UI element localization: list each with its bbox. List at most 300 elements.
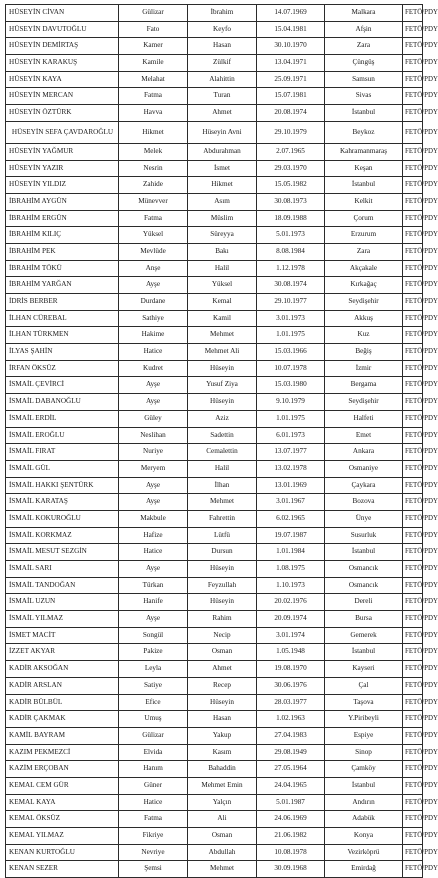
parent-name-2-cell: Halil — [188, 460, 257, 477]
birth-date-cell: 15.03.1980 — [257, 377, 325, 394]
person-name-cell: HÜSEYİN YAĞMUR — [6, 143, 119, 160]
parent-name-1-cell: Münevver — [119, 193, 188, 210]
table-row — [6, 360, 423, 377]
birth-date-cell: 9.10.1979 — [257, 394, 325, 411]
person-name-cell: İBRAHİM AYGÜN — [6, 193, 119, 210]
parent-name-2-cell: Hüseyin — [188, 394, 257, 411]
person-name-cell: İDRİS BERBER — [6, 294, 119, 311]
birth-place-cell: Espiye — [325, 727, 403, 744]
table-row — [6, 71, 423, 88]
person-name-cell: KADİR ARSLAN — [6, 677, 119, 694]
table-row — [6, 160, 423, 177]
table-row — [6, 661, 423, 678]
parent-name-2-cell: Hasan — [188, 711, 257, 728]
table-row — [6, 828, 423, 845]
table-row — [6, 510, 423, 527]
birth-date-cell: 5.01.1973 — [257, 227, 325, 244]
parent-name-1-cell: Leyla — [119, 661, 188, 678]
birth-place-cell: Vezirköprü — [325, 844, 403, 861]
table-row — [6, 427, 423, 444]
parent-name-1-cell: Ayşe — [119, 277, 188, 294]
birth-place-cell: Keşan — [325, 160, 403, 177]
organization-cell: FETÖ/PDY — [403, 460, 423, 477]
birth-place-cell: Bursa — [325, 611, 403, 628]
parent-name-1-cell: Ayşe — [119, 377, 188, 394]
birth-date-cell: 24.04.1965 — [257, 777, 325, 794]
parent-name-2-cell: Hüseyin Avni — [188, 121, 257, 143]
organization-cell: FETÖ/PDY — [403, 277, 423, 294]
parent-name-2-cell: Mehmet Ali — [188, 344, 257, 361]
birth-date-cell: 3.01.1967 — [257, 494, 325, 511]
birth-place-cell: Samsun — [325, 71, 403, 88]
person-name-cell: İSMAİL KORKMAZ — [6, 527, 119, 544]
table-row — [6, 410, 423, 427]
table-row — [6, 277, 423, 294]
parent-name-1-cell: Sathiye — [119, 310, 188, 327]
person-name-cell: KAZİM ERÇOBAN — [6, 761, 119, 778]
person-name-cell: İBRAHİM YARĞAN — [6, 277, 119, 294]
birth-date-cell: 2.07.1965 — [257, 143, 325, 160]
birth-date-cell: 15.07.1981 — [257, 88, 325, 105]
birth-date-cell: 18.09.1988 — [257, 210, 325, 227]
parent-name-2-cell: Abdullah — [188, 844, 257, 861]
parent-name-2-cell: Rahim — [188, 611, 257, 628]
birth-place-cell: Adabük — [325, 811, 403, 828]
person-name-cell: HÜSEYİN SEFA ÇAVDAROĞLU — [6, 121, 119, 143]
birth-place-cell: Kırkağaç — [325, 277, 403, 294]
organization-cell: FETÖ/PDY — [403, 811, 423, 828]
birth-date-cell: 8.08.1984 — [257, 243, 325, 260]
birth-place-cell: Çaykara — [325, 477, 403, 494]
parent-name-2-cell: Ahmet — [188, 661, 257, 678]
birth-date-cell: 1.05.1948 — [257, 644, 325, 661]
person-name-cell: İBRAHİM KILIÇ — [6, 227, 119, 244]
birth-place-cell: Y.Piribeyli — [325, 711, 403, 728]
parent-name-2-cell: Yakup — [188, 727, 257, 744]
parent-name-1-cell: Gülizar — [119, 727, 188, 744]
table-row — [6, 677, 423, 694]
birth-place-cell: Sinop — [325, 744, 403, 761]
birth-place-cell: Çorum — [325, 210, 403, 227]
organization-cell: FETÖ/PDY — [403, 410, 423, 427]
birth-date-cell: 10.08.1978 — [257, 844, 325, 861]
person-name-cell: İSMAİL KARATAŞ — [6, 494, 119, 511]
parent-name-1-cell: Türkan — [119, 577, 188, 594]
person-name-cell: İSMAİL UZUN — [6, 594, 119, 611]
birth-date-cell: 29.10.1977 — [257, 294, 325, 311]
organization-cell: FETÖ/PDY — [403, 644, 423, 661]
birth-place-cell: Taşova — [325, 694, 403, 711]
organization-cell: FETÖ/PDY — [403, 777, 423, 794]
parent-name-2-cell: Mehmet — [188, 327, 257, 344]
parent-name-2-cell: Yalçın — [188, 794, 257, 811]
organization-cell: FETÖ/PDY — [403, 360, 423, 377]
person-name-cell: İBRAHİM ERGÜN — [6, 210, 119, 227]
table-row — [6, 627, 423, 644]
table-row — [6, 611, 423, 628]
birth-place-cell: İstanbul — [325, 544, 403, 561]
parent-name-2-cell: Hüseyin — [188, 594, 257, 611]
parent-name-2-cell: Alahittin — [188, 71, 257, 88]
birth-place-cell: Bergama — [325, 377, 403, 394]
organization-cell: FETÖ/PDY — [403, 844, 423, 861]
birth-date-cell: 14.07.1969 — [257, 5, 325, 22]
parent-name-1-cell: Meryem — [119, 460, 188, 477]
parent-name-2-cell: Keyfo — [188, 21, 257, 38]
parent-name-1-cell: Makbule — [119, 510, 188, 527]
person-name-cell: İSMAİL KOKUROĞLU — [6, 510, 119, 527]
table-row — [6, 377, 423, 394]
organization-cell: FETÖ/PDY — [403, 828, 423, 845]
birth-place-cell: Seydişehir — [325, 394, 403, 411]
parent-name-2-cell: Müslim — [188, 210, 257, 227]
birth-date-cell: 1.01.1975 — [257, 327, 325, 344]
person-name-cell: KEMAL ÖKSÜZ — [6, 811, 119, 828]
parent-name-2-cell: Recep — [188, 677, 257, 694]
parent-name-2-cell: Turan — [188, 88, 257, 105]
parent-name-1-cell: Fikriye — [119, 828, 188, 845]
parent-name-2-cell: Kemal — [188, 294, 257, 311]
parent-name-2-cell: Hüseyin — [188, 694, 257, 711]
parent-name-2-cell: Aziz — [188, 410, 257, 427]
table-row — [6, 38, 423, 55]
birth-date-cell: 29.03.1970 — [257, 160, 325, 177]
birth-date-cell: 10.07.1978 — [257, 360, 325, 377]
parent-name-1-cell: Ayşe — [119, 494, 188, 511]
table-row — [6, 227, 423, 244]
birth-place-cell: Kayseri — [325, 661, 403, 678]
parent-name-1-cell: Neslihan — [119, 427, 188, 444]
organization-cell: FETÖ/PDY — [403, 544, 423, 561]
birth-date-cell: 25.09.1971 — [257, 71, 325, 88]
parent-name-1-cell: Hatice — [119, 344, 188, 361]
parent-name-2-cell: Necip — [188, 627, 257, 644]
organization-cell: FETÖ/PDY — [403, 344, 423, 361]
parent-name-2-cell: Dursun — [188, 544, 257, 561]
person-name-cell: İSMET MACİT — [6, 627, 119, 644]
organization-cell: FETÖ/PDY — [403, 143, 423, 160]
birth-place-cell: Akçakale — [325, 260, 403, 277]
organization-cell: FETÖ/PDY — [403, 477, 423, 494]
parent-name-1-cell: Efice — [119, 694, 188, 711]
person-name-cell: İSMAİL GÜL — [6, 460, 119, 477]
birth-date-cell: 1.08.1975 — [257, 561, 325, 578]
person-name-cell: İSMAİL EROĞLU — [6, 427, 119, 444]
organization-cell: FETÖ/PDY — [403, 377, 423, 394]
parent-name-1-cell: Satiye — [119, 677, 188, 694]
organization-cell: FETÖ/PDY — [403, 794, 423, 811]
birth-date-cell: 1.02.1963 — [257, 711, 325, 728]
organization-cell: FETÖ/PDY — [403, 727, 423, 744]
parent-name-2-cell: Kamil — [188, 310, 257, 327]
organization-cell: FETÖ/PDY — [403, 694, 423, 711]
table-row — [6, 794, 423, 811]
table-row — [6, 327, 423, 344]
parent-name-2-cell: Halil — [188, 260, 257, 277]
parent-name-2-cell: İsmet — [188, 160, 257, 177]
person-name-cell: İSMAİL HAKKI ŞENTÜRK — [6, 477, 119, 494]
birth-date-cell: 30.10.1970 — [257, 38, 325, 55]
birth-date-cell: 24.06.1969 — [257, 811, 325, 828]
parent-name-2-cell: Süreyya — [188, 227, 257, 244]
birth-place-cell: Osmaniye — [325, 460, 403, 477]
table-row — [6, 5, 423, 22]
person-name-cell: HÜSEYİN YAZIR — [6, 160, 119, 177]
table-row — [6, 243, 423, 260]
person-name-cell: İLHAN CÜREBAL — [6, 310, 119, 327]
birth-date-cell: 3.01.1974 — [257, 627, 325, 644]
birth-place-cell: Osmancık — [325, 577, 403, 594]
table-row — [6, 21, 423, 38]
table-row — [6, 105, 423, 122]
birth-date-cell: 21.06.1982 — [257, 828, 325, 845]
parent-name-1-cell: Ayşe — [119, 394, 188, 411]
parent-name-2-cell: Hüseyin — [188, 360, 257, 377]
organization-cell: FETÖ/PDY — [403, 861, 423, 878]
organization-cell: FETÖ/PDY — [403, 394, 423, 411]
birth-place-cell: İstanbul — [325, 105, 403, 122]
birth-date-cell: 15.03.1966 — [257, 344, 325, 361]
table-row — [6, 761, 423, 778]
person-name-cell: KAMİL BAYRAM — [6, 727, 119, 744]
person-name-cell: HÜSEYİN DEMİRTAŞ — [6, 38, 119, 55]
table-row — [6, 861, 423, 878]
birth-date-cell: 15.04.1981 — [257, 21, 325, 38]
table-row — [6, 88, 423, 105]
personnel-table — [5, 4, 438, 878]
parent-name-1-cell: Songül — [119, 627, 188, 644]
birth-place-cell: Emet — [325, 427, 403, 444]
parent-name-1-cell: Kudret — [119, 360, 188, 377]
person-name-cell: İSMAİL SARI — [6, 561, 119, 578]
parent-name-1-cell: Gülizar — [119, 5, 188, 22]
birth-date-cell: 13.02.1978 — [257, 460, 325, 477]
birth-place-cell: İstanbul — [325, 177, 403, 194]
organization-cell: FETÖ/PDY — [403, 121, 423, 143]
birth-date-cell: 13.01.1969 — [257, 477, 325, 494]
parent-name-1-cell: Hafize — [119, 527, 188, 544]
person-name-cell: KADİR ÇAKMAK — [6, 711, 119, 728]
table-row — [6, 544, 423, 561]
parent-name-2-cell: İlhan — [188, 477, 257, 494]
birth-date-cell: 1.01.1975 — [257, 410, 325, 427]
birth-place-cell: Kahramanmaraş — [325, 143, 403, 160]
birth-place-cell: Susurluk — [325, 527, 403, 544]
birth-place-cell: Malkara — [325, 5, 403, 22]
parent-name-1-cell: Kamile — [119, 55, 188, 72]
table-row — [6, 193, 423, 210]
birth-date-cell: 29.08.1949 — [257, 744, 325, 761]
table-row — [6, 294, 423, 311]
birth-place-cell: Seydişehir — [325, 294, 403, 311]
birth-date-cell: 30.09.1968 — [257, 861, 325, 878]
birth-place-cell: Halfeti — [325, 410, 403, 427]
organization-cell: FETÖ/PDY — [403, 260, 423, 277]
organization-cell: FETÖ/PDY — [403, 427, 423, 444]
organization-cell: FETÖ/PDY — [403, 510, 423, 527]
table-row — [6, 744, 423, 761]
person-name-cell: HÜSEYİN DAVUTOĞLU — [6, 21, 119, 38]
organization-cell: FETÖ/PDY — [403, 88, 423, 105]
birth-place-cell: Erzurum — [325, 227, 403, 244]
organization-cell: FETÖ/PDY — [403, 160, 423, 177]
parent-name-1-cell: Hatice — [119, 544, 188, 561]
person-name-cell: HÜSEYİN KAYA — [6, 71, 119, 88]
parent-name-2-cell: Osman — [188, 644, 257, 661]
table-row — [6, 460, 423, 477]
parent-name-2-cell: Mehmet Emin — [188, 777, 257, 794]
organization-cell: FETÖ/PDY — [403, 444, 423, 461]
organization-cell: FETÖ/PDY — [403, 105, 423, 122]
person-name-cell: KEMAL YILMAZ — [6, 828, 119, 845]
parent-name-1-cell: Durdane — [119, 294, 188, 311]
parent-name-1-cell: Yüksel — [119, 227, 188, 244]
organization-cell: FETÖ/PDY — [403, 310, 423, 327]
birth-date-cell: 20.02.1976 — [257, 594, 325, 611]
birth-date-cell: 27.05.1964 — [257, 761, 325, 778]
birth-place-cell: Çamköy — [325, 761, 403, 778]
organization-cell: FETÖ/PDY — [403, 577, 423, 594]
parent-name-2-cell: Sadettin — [188, 427, 257, 444]
table-row — [6, 260, 423, 277]
parent-name-1-cell: Melek — [119, 143, 188, 160]
table-row — [6, 711, 423, 728]
parent-name-1-cell: Nesrin — [119, 160, 188, 177]
person-name-cell: İRFAN ÖKSÜZ — [6, 360, 119, 377]
parent-name-1-cell: Mevlüde — [119, 243, 188, 260]
birth-date-cell: 19.07.1987 — [257, 527, 325, 544]
birth-date-cell: 5.01.1987 — [257, 794, 325, 811]
parent-name-2-cell: İbrahim — [188, 5, 257, 22]
birth-place-cell: Afşin — [325, 21, 403, 38]
table-row — [6, 527, 423, 544]
parent-name-1-cell: Fatma — [119, 210, 188, 227]
parent-name-1-cell: Ayşe — [119, 477, 188, 494]
parent-name-1-cell: Ayşe — [119, 561, 188, 578]
birth-date-cell: 1.10.1973 — [257, 577, 325, 594]
table-row — [6, 577, 423, 594]
table-row — [6, 310, 423, 327]
person-name-cell: KAZIM PEKMEZCİ — [6, 744, 119, 761]
person-name-cell: HÜSEYİN CİVAN — [6, 5, 119, 22]
organization-cell: FETÖ/PDY — [403, 677, 423, 694]
person-name-cell: KEMAL KAYA — [6, 794, 119, 811]
parent-name-2-cell: Mehmet — [188, 861, 257, 878]
organization-cell: FETÖ/PDY — [403, 227, 423, 244]
birth-place-cell: Dereli — [325, 594, 403, 611]
birth-date-cell: 3.01.1973 — [257, 310, 325, 327]
parent-name-1-cell: Hakime — [119, 327, 188, 344]
parent-name-1-cell: Hanife — [119, 594, 188, 611]
table-row — [6, 561, 423, 578]
birth-date-cell: 30.08.1974 — [257, 277, 325, 294]
organization-cell: FETÖ/PDY — [403, 327, 423, 344]
parent-name-1-cell: Pakize — [119, 644, 188, 661]
parent-name-1-cell: Umuş — [119, 711, 188, 728]
organization-cell: FETÖ/PDY — [403, 21, 423, 38]
parent-name-2-cell: Lütfü — [188, 527, 257, 544]
birth-place-cell: İzmir — [325, 360, 403, 377]
parent-name-2-cell: Cemalettin — [188, 444, 257, 461]
birth-place-cell: Beykoz — [325, 121, 403, 143]
table-row — [6, 177, 423, 194]
person-name-cell: HÜSEYİN ÖZTÜRK — [6, 105, 119, 122]
person-name-cell: İLYAS ŞAHİN — [6, 344, 119, 361]
person-name-cell: İSMAİL TANDOĞAN — [6, 577, 119, 594]
birth-date-cell: 15.05.1982 — [257, 177, 325, 194]
parent-name-1-cell: Şemsi — [119, 861, 188, 878]
organization-cell: FETÖ/PDY — [403, 744, 423, 761]
birth-place-cell: Akkuş — [325, 310, 403, 327]
birth-place-cell: Konya — [325, 828, 403, 845]
parent-name-1-cell: Hikmet — [119, 121, 188, 143]
table-row — [6, 143, 423, 160]
table-row — [6, 727, 423, 744]
table-row — [6, 344, 423, 361]
birth-date-cell: 1.01.1984 — [257, 544, 325, 561]
parent-name-2-cell: Zülkif — [188, 55, 257, 72]
parent-name-2-cell: Bakı — [188, 243, 257, 260]
birth-place-cell: Çüngüş — [325, 55, 403, 72]
person-name-cell: KENAN SEZER — [6, 861, 119, 878]
organization-cell: FETÖ/PDY — [403, 243, 423, 260]
birth-date-cell: 1.12.1978 — [257, 260, 325, 277]
parent-name-2-cell: Hüseyin — [188, 561, 257, 578]
birth-date-cell: 27.04.1983 — [257, 727, 325, 744]
organization-cell: FETÖ/PDY — [403, 38, 423, 55]
birth-place-cell: Bozova — [325, 494, 403, 511]
parent-name-2-cell: Ahmet — [188, 105, 257, 122]
parent-name-1-cell: Nuriye — [119, 444, 188, 461]
organization-cell: FETÖ/PDY — [403, 177, 423, 194]
person-name-cell: HÜSEYİN MERCAN — [6, 88, 119, 105]
organization-cell: FETÖ/PDY — [403, 210, 423, 227]
person-name-cell: KADİR BÜLBÜL — [6, 694, 119, 711]
birth-date-cell: 6.02.1965 — [257, 510, 325, 527]
birth-date-cell: 29.10.1979 — [257, 121, 325, 143]
birth-place-cell: Ankara — [325, 444, 403, 461]
table-row — [6, 644, 423, 661]
person-name-cell: KADİR AKSOĞAN — [6, 661, 119, 678]
birth-place-cell: Andırın — [325, 794, 403, 811]
table-row — [6, 777, 423, 794]
person-name-cell: KEMAL CEM GÜR — [6, 777, 119, 794]
parent-name-2-cell: Hasan — [188, 38, 257, 55]
organization-cell: FETÖ/PDY — [403, 627, 423, 644]
person-name-cell: İSMAİL DABANOĞLU — [6, 394, 119, 411]
parent-name-2-cell: Osman — [188, 828, 257, 845]
person-name-cell: İZZET AKYAR — [6, 644, 119, 661]
person-name-cell: İSMAİL ÇEVİRCİ — [6, 377, 119, 394]
table-row — [6, 694, 423, 711]
birth-date-cell: 19.08.1970 — [257, 661, 325, 678]
table-row — [6, 121, 423, 143]
table-row — [6, 594, 423, 611]
parent-name-2-cell: Hikmet — [188, 177, 257, 194]
table-row — [6, 494, 423, 511]
table-row — [6, 394, 423, 411]
parent-name-1-cell: Anşe — [119, 260, 188, 277]
organization-cell: FETÖ/PDY — [403, 661, 423, 678]
parent-name-2-cell: Bahaddin — [188, 761, 257, 778]
parent-name-1-cell: Nevriye — [119, 844, 188, 861]
parent-name-2-cell: Asım — [188, 193, 257, 210]
parent-name-1-cell: Fato — [119, 21, 188, 38]
birth-place-cell: Beğiş — [325, 344, 403, 361]
table-row — [6, 444, 423, 461]
table-row — [6, 811, 423, 828]
table-row — [6, 844, 423, 861]
